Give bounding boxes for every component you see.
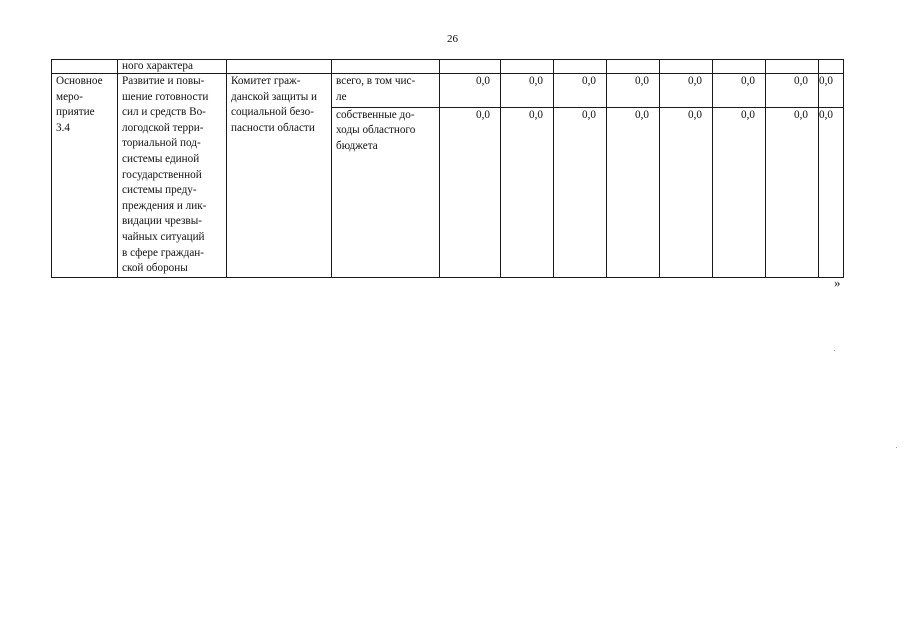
funding-table xyxy=(51,59,844,278)
activity-code: Основное меро- приятие 3.4 xyxy=(56,75,103,134)
cont-name-cell xyxy=(118,60,227,74)
value-cell: 0,0 xyxy=(501,74,554,108)
activity-code-cell xyxy=(52,74,118,278)
value-cell: 0,0 xyxy=(819,107,844,277)
value-cell: 0,0 xyxy=(554,107,607,277)
cont-code-cell xyxy=(52,60,118,74)
value-cell: 0,0 xyxy=(819,74,844,108)
cont-source-cell xyxy=(332,60,440,74)
cont-value-cell xyxy=(607,60,660,74)
value-cell: 0,0 xyxy=(501,107,554,277)
executor-name: Комитет граж- данской защиты и социальной безо- пасности области xyxy=(231,75,318,134)
funding-source: собственные до- ходы областного бюджета xyxy=(336,108,416,152)
scan-speck xyxy=(834,350,835,351)
cont-value-cell xyxy=(440,60,501,74)
value-cell: 0,0 xyxy=(660,74,713,108)
value-cell: 0,0 xyxy=(766,107,819,277)
activity-name-cell xyxy=(118,74,227,278)
source-cell xyxy=(332,107,440,277)
value-cell: 0,0 xyxy=(713,107,766,277)
value-cell: 0,0 xyxy=(766,74,819,108)
value-cell: 0,0 xyxy=(607,74,660,108)
value-cell: 0,0 xyxy=(660,107,713,277)
cont-value-cell xyxy=(554,60,607,74)
value-cell: 0,0 xyxy=(440,107,501,277)
cont-name-text: ного характера xyxy=(122,60,193,72)
continuation-row xyxy=(52,60,844,74)
scan-speck xyxy=(896,447,897,448)
cont-value-cell xyxy=(660,60,713,74)
funding-row-total xyxy=(52,74,844,108)
cont-executor-cell xyxy=(227,60,332,74)
cont-value-cell xyxy=(713,60,766,74)
cont-value-cell xyxy=(819,60,844,74)
value-cell: 0,0 xyxy=(607,107,660,277)
value-cell: 0,0 xyxy=(713,74,766,108)
cont-value-cell xyxy=(766,60,819,74)
value-cell: 0,0 xyxy=(554,74,607,108)
closing-quote: » xyxy=(834,275,841,290)
activity-name: Развитие и повы- шение готовности сил и средств Во- логодской терри- ториальной под- системы единой государственной системы преду- преждения и лик- видации чрезвы- чайных ситуаций в сфере граждан- ской обороны xyxy=(122,75,209,275)
funding-source: всего, в том чис- ле xyxy=(336,75,416,103)
cont-value-cell xyxy=(501,60,554,74)
executor-cell xyxy=(227,74,332,278)
page-number: 26 xyxy=(447,33,458,45)
value-cell: 0,0 xyxy=(440,74,501,108)
source-cell xyxy=(332,74,440,108)
